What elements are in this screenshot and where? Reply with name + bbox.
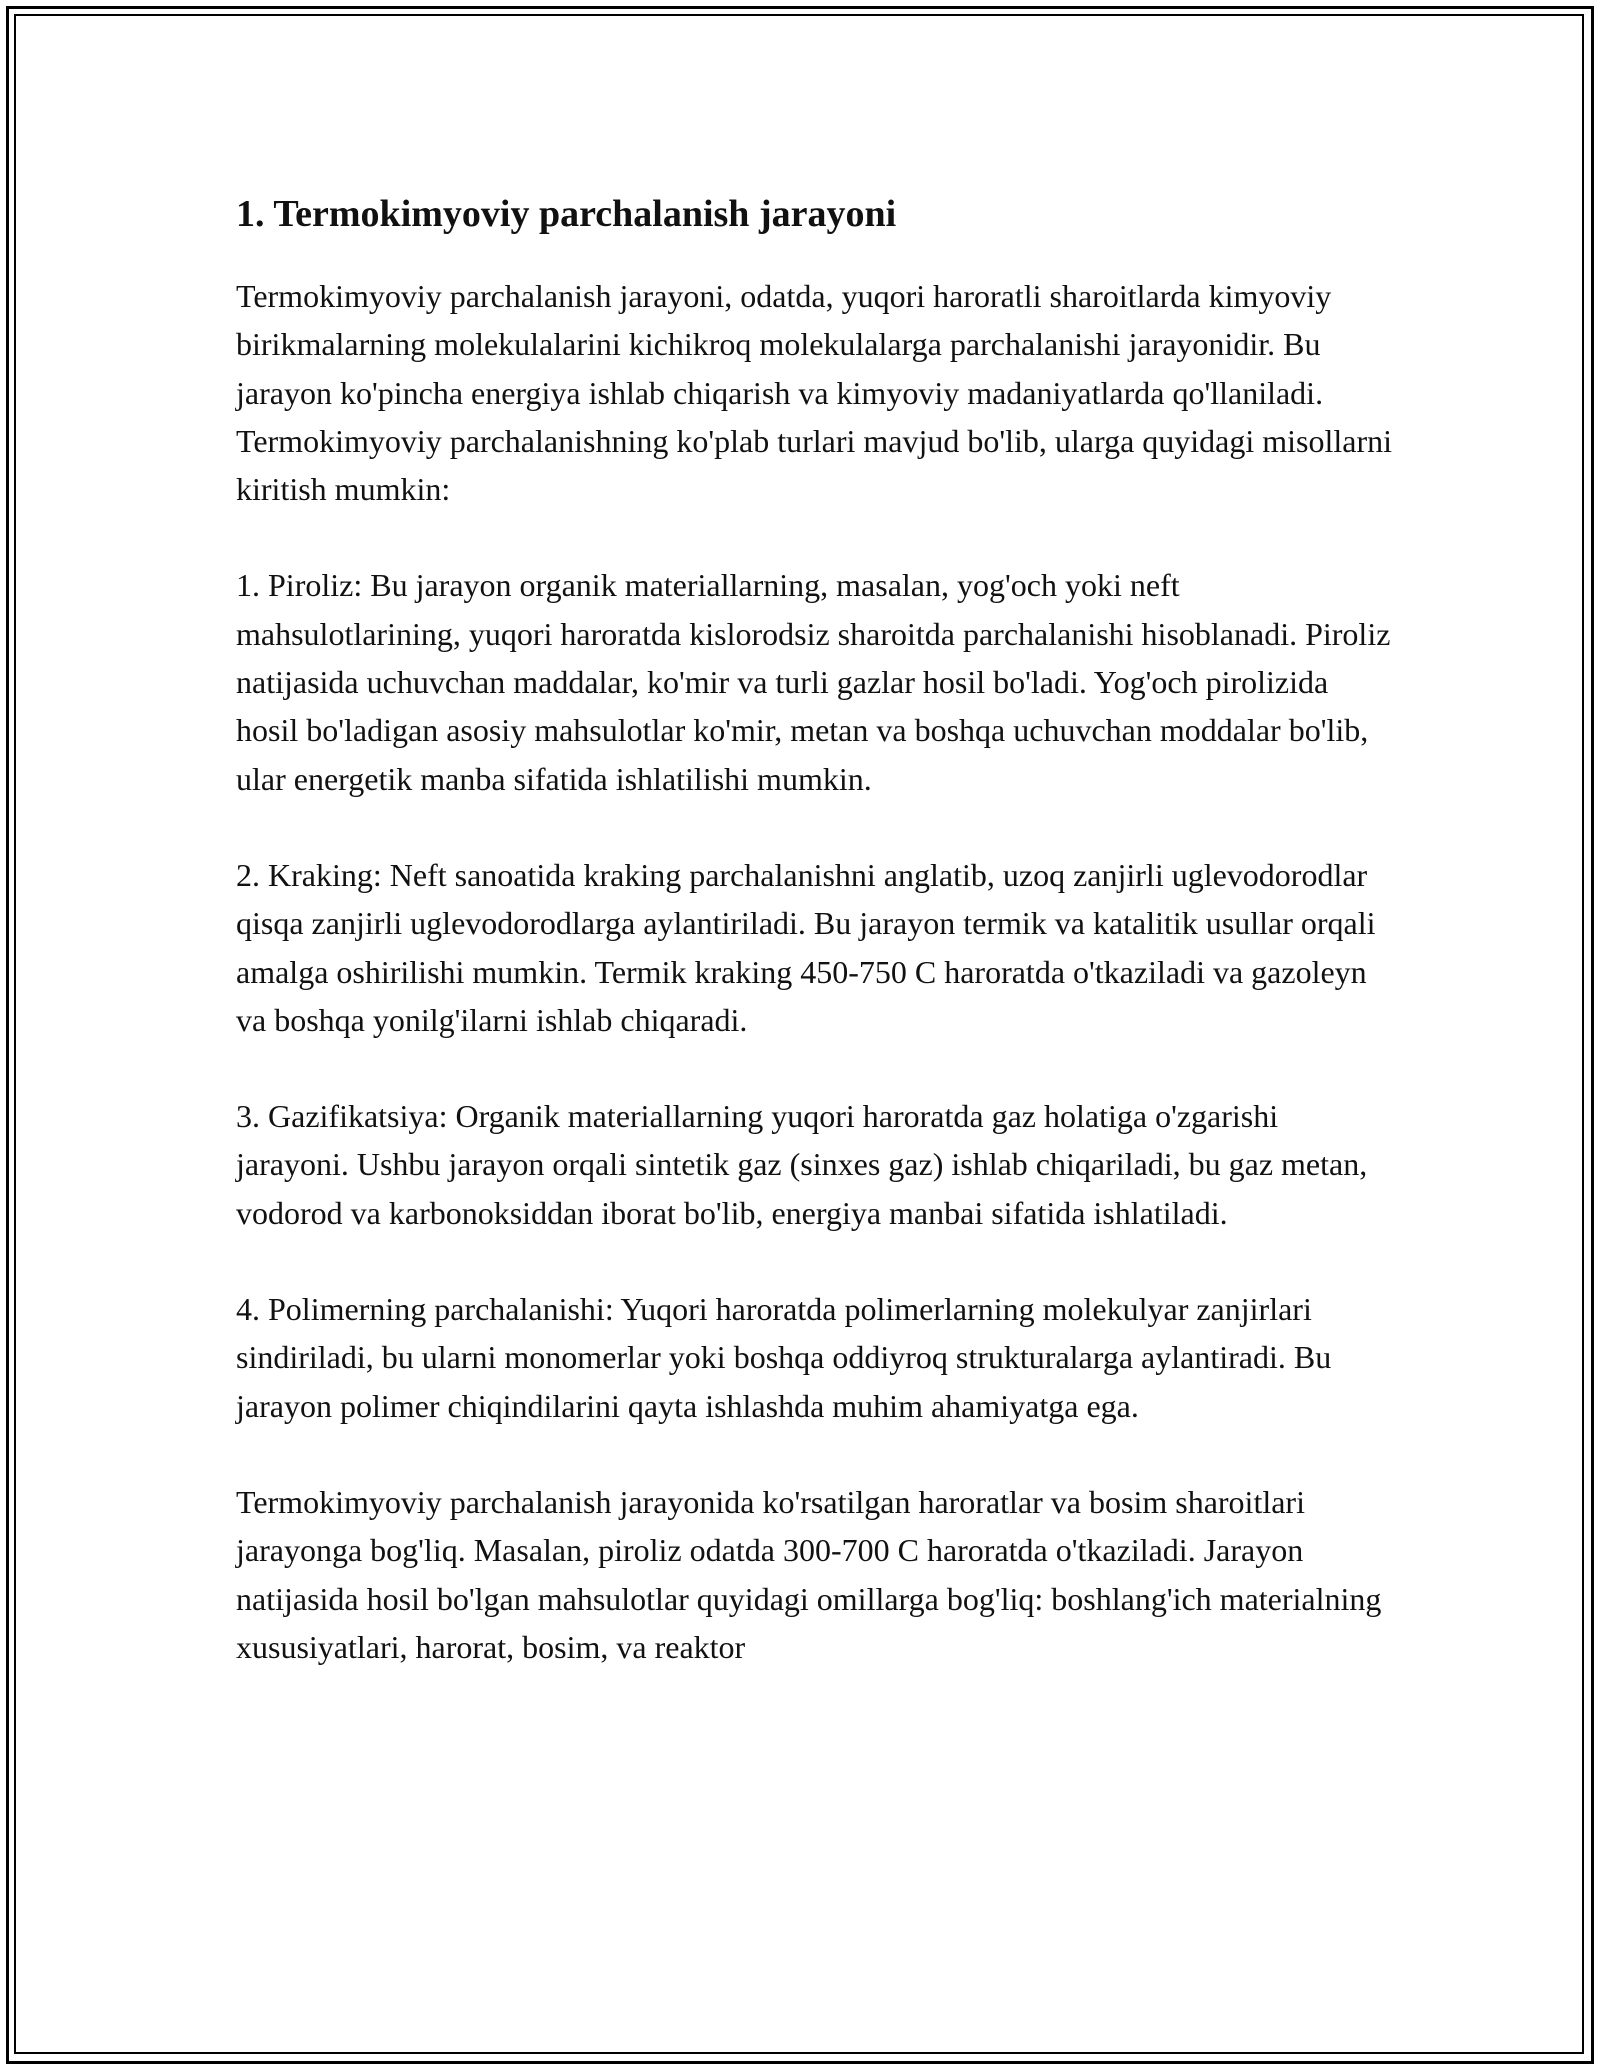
closing-paragraph: Termokimyoviy parchalanish jarayonida ko'rsatilgan haroratlar va bosim sharoitlari jarayonga bog'liq. Masalan, piroliz odatda 300-700 C haroratda o'tkaziladi. Jarayon natijasida hosil bo'lgan mahsulotlar quyidagi omillarga bog'liq: boshlang'ich materialning xususiyatlari, harorat, bosim, va reaktor: [236, 1483, 1382, 1665]
list-item-kraking: 2. Kraking: Neft sanoatida kraking parchalanishni anglatib, uzoq zanjirli uglevodorodlar qisqa zanjirli uglevodorodlarga aylantiriladi. Bu jarayon termik va katalitik usullar orqali amalga oshirilishi mumkin. Termik kraking 450-750 C haroratda o'tkaziladi va gazoleyn va boshqa yonilg'ilarni ishlab chiqaradi.: [236, 856, 1376, 1038]
intro-paragraph: Termokimyoviy parchalanish jarayoni, odatda, yuqori haroratli sharoitlarda kimyoviy birikmalarning molekulalarini kichikroq molekulalarga parchalanishi jarayonidir. Bu jarayon ko'pincha energiya ishlab chiqarish va kimyoviy madaniyatlarda qo'llaniladi. Termokimyoviy parchalanishning ko'plab turlari mavjud bo'lib, ularga quyidagi misollarni kiritish mumkin:: [236, 278, 1393, 508]
list-item-polimer: 4. Polimerning parchalanishi: Yuqori haroratda polimerlarning molekulyar zanjirlari sindiriladi, bu ularni monomerlar yoki boshqa oddiyroq strukturalarga aylantiradi. Bu jarayon polimer chiqindilarini qayta ishlashda muhim ahamiyatga ega.: [236, 1291, 1332, 1424]
section-heading: 1. Termokimyoviy parchalanish jarayoni: [236, 193, 897, 235]
list-item-gazifikatsiya: 3. Gazifikatsiya: Organik materiallarning yuqori haroratda gaz holatiga o'zgarishi jarayoni. Ushbu jarayon orqali sintetik gaz (sinxes gaz) ishlab chiqariladi, bu gaz metan, vodorod va karbonoksiddan iborat bo'lib, energiya manbai sifatida ishlatiladi.: [236, 1098, 1368, 1231]
document-body: [236, 188, 1396, 1671]
list-item-piroliz: 1. Piroliz: Bu jarayon organik materiallarning, masalan, yog'och yoki neft mahsulotlarining, yuqori haroratda kislorodsiz sharoitda parchalanishi hisoblanadi. Piroliz natijasida uchuvchan maddalar, ko'mir va turli gazlar hosil bo'ladi. Yog'och pirolizida hosil bo'ladigan asosiy mahsulotlar ko'mir, metan va boshqa uchuvchan moddalar bo'lib, ular energetik manba sifatida ishlatilishi mumkin.: [236, 567, 1391, 797]
